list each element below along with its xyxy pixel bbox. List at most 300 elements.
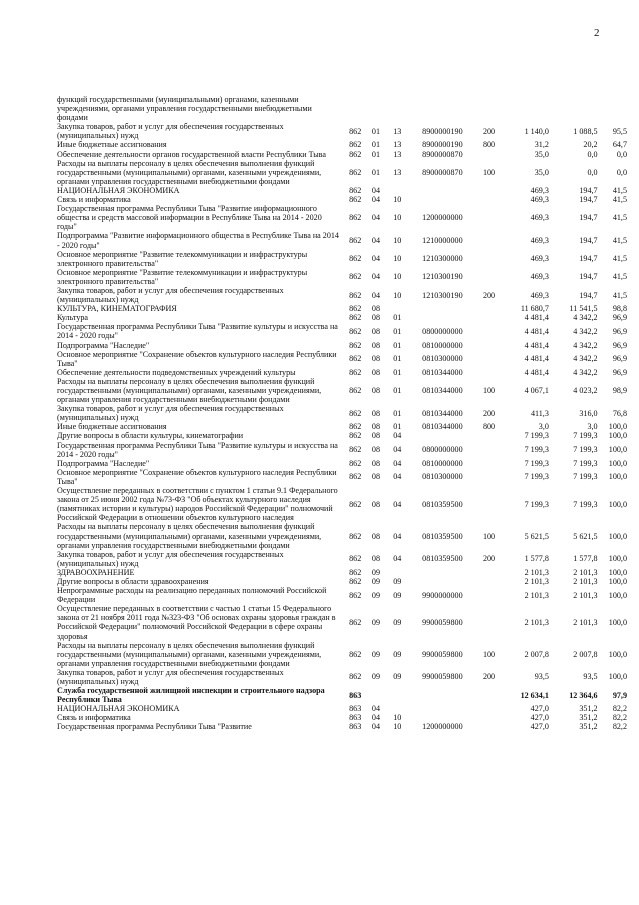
row-executed-cell: 1 088,5 [573, 126, 598, 136]
row-percent-cell: 98,9 [612, 386, 627, 395]
row-subsection-cell: 04 [393, 531, 402, 541]
row-subsection-cell: 04 [393, 431, 402, 441]
row-subsection-cell: 13 [393, 167, 402, 177]
row-percent-cell: 100,0 [608, 617, 627, 627]
table-row [57, 459, 627, 468]
row-org-code-cell: 862 [349, 422, 362, 432]
row-planned-cell: 7 199,3 [524, 472, 549, 482]
row-target-code-cell: 9900059800 [422, 617, 463, 627]
table-row [57, 422, 627, 431]
row-percent-cell: 41,5 [612, 235, 627, 245]
row-section-cell: 08 [371, 499, 380, 509]
table-row [57, 550, 627, 568]
row-org-code-cell: 862 [349, 617, 362, 627]
row-planned-cell: 469,3 [530, 254, 549, 264]
row-name-cell: ЗДРАВООХРАНЕНИЕ [57, 567, 135, 577]
row-percent-cell: 82,2 [612, 704, 627, 714]
row-subsection-cell: 10 [393, 254, 402, 264]
table-row [57, 468, 627, 486]
row-org-code-cell: 862 [349, 213, 362, 223]
table-row [57, 195, 627, 204]
row-section-cell: 08 [371, 340, 380, 350]
row-org-code-cell: 862 [349, 408, 362, 418]
row-name-cell: Расходы на выплаты персоналу в целях обеспечения выполнения функций государственными (муниципальными) органами, казенными учреждениями, органами управления государственными внебюджетными фондами [57, 522, 322, 550]
row-expense-type-cell: 200 [482, 126, 496, 136]
row-planned-cell: 469,3 [530, 235, 549, 245]
row-section-cell: 04 [371, 185, 380, 195]
row-planned-cell: 2 101,3 [524, 617, 549, 627]
row-subsection-cell: 04 [393, 472, 402, 482]
table-row [57, 668, 627, 686]
row-expense-type-cell [477, 304, 501, 313]
row-planned-cell: 7 199,3 [524, 431, 549, 441]
row-percent-cell: 82,2 [612, 713, 627, 723]
row-org-code-cell: 862 [349, 167, 362, 177]
row-executed-cell: 20,2 [583, 140, 598, 150]
row-percent-cell: 41,5 [612, 290, 627, 300]
row-target-code-cell: 8900000190 [422, 140, 463, 150]
row-section-cell: 04 [371, 272, 380, 282]
table-row [57, 586, 627, 604]
table-row [57, 368, 627, 377]
row-subsection-cell [387, 704, 408, 713]
row-expense-type-cell [477, 350, 501, 368]
row-target-code-cell: 0810359500 [422, 499, 463, 509]
row-planned-cell: 2 007,8 [524, 649, 549, 659]
row-executed-cell: 7 199,3 [573, 499, 598, 509]
row-org-code-cell: 862 [349, 185, 362, 195]
table-row [57, 377, 627, 404]
row-name-cell: Другие вопросы в области здравоохранения [57, 576, 209, 586]
row-percent-cell: 95,5 [612, 126, 627, 136]
row-executed-cell: 2 101,3 [573, 576, 598, 586]
table-row [57, 486, 627, 522]
row-section-cell: 01 [371, 140, 380, 150]
row-name-cell: Основное мероприятие "Сохранение объектов культурного наследия Республики Тыва" [57, 349, 337, 368]
row-executed-cell: 0,0 [587, 167, 598, 177]
row-expense-type-cell [477, 568, 501, 577]
row-planned-cell: 469,3 [530, 185, 549, 195]
row-target-code-cell [408, 95, 477, 122]
row-section-cell: 08 [371, 354, 380, 364]
row-section-cell: 08 [371, 554, 380, 564]
row-planned-cell: 2 101,3 [524, 576, 549, 586]
row-percent-cell: 76,8 [612, 408, 627, 418]
row-executed-cell: 0,0 [587, 149, 598, 159]
row-percent-cell: 98,8 [612, 304, 627, 314]
row-target-code-cell: 0810344000 [422, 422, 463, 432]
row-subsection-cell: 10 [393, 713, 402, 723]
row-expense-type-cell [477, 722, 501, 731]
row-subsection-cell: 01 [393, 313, 402, 323]
row-planned-cell: 7 199,3 [524, 445, 549, 455]
row-section-cell: 08 [371, 422, 380, 432]
row-org-code-cell: 862 [349, 649, 362, 659]
row-expense-type-cell [477, 686, 501, 704]
row-section-cell: 09 [371, 672, 380, 682]
row-planned-cell: 4 481,4 [524, 354, 549, 364]
row-percent-cell: 64,7 [612, 140, 627, 150]
row-executed-cell: 351,2 [579, 713, 598, 723]
row-section-cell: 08 [371, 531, 380, 541]
row-section-cell: 08 [371, 431, 380, 441]
row-expense-type-cell [477, 95, 501, 122]
row-executed-cell: 194,7 [579, 290, 598, 300]
row-percent-cell: 100,0 [608, 590, 627, 600]
row-expense-type-cell: 800 [482, 140, 496, 150]
row-percent-cell: 100,0 [608, 458, 627, 468]
table-row [57, 95, 627, 122]
table-row [57, 704, 627, 713]
row-section-cell: 04 [371, 195, 380, 205]
row-org-code-cell: 862 [349, 458, 362, 468]
row-name-cell: Непрограммные расходы на реализацию переданных полномочий Российской Федерации [57, 586, 327, 605]
row-name-cell: Основное мероприятие "Развитие телекоммуникации и инфраструктуры электронного правительства" [57, 267, 308, 286]
table-row [57, 722, 627, 731]
row-expense-type-cell: 200 [482, 672, 496, 682]
table-row [57, 231, 627, 249]
row-planned-cell: 1 577,8 [524, 554, 549, 564]
row-expense-type-cell: 200 [482, 290, 496, 300]
row-name-cell: Расходы на выплаты персоналу в целях обеспечения выполнения функций государственными (муниципальными) органами, казенными учреждениями, органами управления государственными внебюджетными фондами [57, 158, 322, 186]
row-subsection-cell: 01 [393, 408, 402, 418]
row-executed-cell: 3,0 [587, 422, 598, 432]
table-row [57, 313, 627, 322]
row-section-cell: 09 [371, 617, 380, 627]
row-target-code-cell [408, 713, 477, 722]
row-subsection-cell: 10 [393, 290, 402, 300]
row-executed-cell: 4 342,2 [573, 313, 598, 323]
row-org-code-cell: 862 [349, 272, 362, 282]
row-org-code-cell: 862 [349, 499, 362, 509]
row-subsection-cell: 09 [393, 649, 402, 659]
row-executed-cell: 7 199,3 [573, 458, 598, 468]
row-org-code-cell: 863 [349, 722, 362, 732]
table-row [57, 150, 627, 159]
row-planned-cell: 4 481,4 [524, 340, 549, 350]
row-name-cell: Подпрограмма "Наследие" [57, 340, 150, 350]
table-row [57, 304, 627, 313]
row-name-cell: Закупка товаров, работ и услуг для обеспечения государственных (муниципальных) нужд [57, 667, 284, 686]
row-target-code-cell [408, 304, 477, 313]
row-name-cell: Культура [57, 313, 89, 323]
table-row [57, 204, 627, 231]
table-row [57, 641, 627, 668]
row-target-code-cell: 8900000870 [422, 149, 463, 159]
row-org-code-cell: 862 [349, 313, 362, 323]
row-subsection-cell: 10 [393, 235, 402, 245]
row-planned-cell: 427,0 [530, 713, 549, 723]
row-executed-cell: 194,7 [579, 254, 598, 264]
row-org-code-cell: 862 [349, 590, 362, 600]
row-subsection-cell: 13 [393, 126, 402, 136]
row-org-code-cell: 862 [349, 431, 362, 441]
row-subsection-cell [387, 95, 408, 122]
row-executed-cell: 351,2 [579, 704, 598, 714]
row-percent-cell: 96,9 [612, 354, 627, 364]
table-row [57, 522, 627, 549]
row-target-code-cell: 0810000000 [422, 458, 463, 468]
row-expense-type-cell: 200 [482, 554, 496, 564]
row-expense-type-cell [477, 268, 501, 286]
row-percent-cell: 100,0 [608, 567, 627, 577]
row-target-code-cell: 8900000190 [422, 126, 463, 136]
row-name-cell: Расходы на выплаты персоналу в целях обеспечения выполнения функций государственными (муниципальными) органами, казенными учреждениями, органами управления государственными внебюджетными фондами [57, 376, 322, 405]
table-row [57, 604, 627, 640]
row-name-cell: Закупка товаров, работ и услуг для обеспечения государственных (муниципальных) нужд [57, 404, 284, 423]
row-expense-type-cell [477, 250, 501, 268]
row-target-code-cell [408, 704, 477, 713]
row-name-cell: Государственная программа Республики Тыва "Развитие культуры и искусства на 2014 - 2020 годы" [57, 440, 338, 459]
row-percent-cell: 100,0 [608, 649, 627, 659]
row-target-code-cell: 9900059800 [422, 649, 463, 659]
row-section-cell: 04 [371, 722, 380, 732]
row-percent-cell: 96,9 [612, 367, 627, 377]
row-expense-type-cell [477, 341, 501, 350]
row-org-code-cell: 862 [349, 531, 362, 541]
row-executed-cell: 194,7 [579, 185, 598, 195]
row-section-cell: 08 [371, 445, 380, 455]
row-planned-cell: 93,5 [534, 672, 549, 682]
row-target-code-cell: 0810300000 [422, 354, 463, 364]
row-section-cell: 04 [371, 254, 380, 264]
row-expense-type-cell: 100 [482, 386, 496, 395]
row-expense-type-cell [477, 468, 501, 486]
row-expense-type-cell [477, 313, 501, 322]
row-org-code-cell: 863 [349, 704, 362, 714]
row-executed-cell: 12 364,6 [569, 690, 598, 700]
row-executed-cell: 11 541,5 [569, 304, 598, 314]
budget-execution-table [57, 95, 627, 732]
row-org-code-cell: 862 [349, 235, 362, 245]
row-percent-cell: 100,0 [608, 554, 627, 564]
row-executed-cell: 5 621,5 [573, 531, 598, 541]
row-executed-cell: 2 101,3 [573, 567, 598, 577]
row-executed-cell: 194,7 [579, 272, 598, 282]
row-percent-cell: 97,9 [612, 690, 627, 700]
row-subsection-cell: 10 [393, 722, 402, 732]
row-section-cell: 04 [371, 704, 380, 714]
table-row [57, 122, 627, 140]
row-percent-cell: 41,5 [612, 213, 627, 223]
row-subsection-cell: 09 [393, 672, 402, 682]
row-subsection-cell: 04 [393, 445, 402, 455]
row-percent-cell: 96,9 [612, 313, 627, 323]
row-name-cell: Обеспечение деятельности подведомственных учреждений культуры [57, 367, 296, 377]
row-executed-cell: 2 101,3 [573, 590, 598, 600]
row-executed-cell: 351,2 [579, 722, 598, 732]
row-planned-cell: 4 481,4 [524, 326, 549, 336]
row-target-code-cell: 0810000000 [422, 340, 463, 350]
row-percent-cell: 41,5 [612, 185, 627, 195]
row-name-cell: НАЦИОНАЛЬНАЯ ЭКОНОМИКА [57, 704, 180, 714]
row-target-code-cell: 0810359500 [422, 531, 463, 541]
row-target-code-cell [408, 431, 477, 440]
row-target-code-cell: 1200000000 [422, 722, 463, 732]
row-planned-cell: 4 481,4 [524, 313, 549, 323]
row-expense-type-cell [477, 486, 501, 522]
row-name-cell: Связь и информатика [57, 195, 131, 205]
row-planned-cell [501, 95, 552, 122]
row-expense-type-cell [477, 441, 501, 459]
row-org-code-cell: 862 [349, 254, 362, 264]
row-expense-type-cell: 800 [482, 422, 496, 432]
row-subsection-cell [387, 186, 408, 195]
row-executed-cell: 4 342,2 [573, 367, 598, 377]
row-section-cell [365, 95, 386, 122]
row-expense-type-cell [477, 704, 501, 713]
row-subsection-cell: 04 [393, 458, 402, 468]
table-row [57, 341, 627, 350]
table-body [57, 95, 627, 732]
row-percent-cell: 96,9 [612, 326, 627, 336]
row-org-code-cell: 862 [349, 354, 362, 364]
row-subsection-cell: 10 [393, 195, 402, 205]
row-name-cell: Закупка товаров, работ и услуг для обеспечения государственных (муниципальных) нужд [57, 122, 284, 141]
row-target-code-cell [408, 577, 477, 586]
row-target-code-cell: 0810300000 [422, 472, 463, 482]
row-name-cell: Подпрограмма "Развитие информационного общества в Республике Тыва на 2014 - 2020 годы" [57, 231, 339, 250]
table-row [57, 404, 627, 422]
table-row [57, 577, 627, 586]
row-name-cell: Государственная программа Республики Тыва "Развитие культуры и искусства на 2014 - 2020 годы" [57, 322, 338, 341]
table-row [57, 713, 627, 722]
row-org-code-cell: 862 [349, 126, 362, 136]
row-section-cell [365, 686, 386, 704]
table-row [57, 140, 627, 149]
table-row [57, 441, 627, 459]
row-org-code-cell: 862 [349, 567, 362, 577]
row-planned-cell: 3,0 [538, 422, 549, 432]
row-org-code-cell: 862 [349, 672, 362, 682]
row-expense-type-cell: 100 [482, 531, 496, 541]
row-percent-cell: 41,5 [612, 195, 627, 205]
row-planned-cell: 411,3 [530, 408, 549, 418]
row-planned-cell: 2 101,3 [524, 567, 549, 577]
row-executed-cell: 4 342,2 [573, 326, 598, 336]
row-executed-cell: 4 342,2 [573, 340, 598, 350]
table-row [57, 268, 627, 286]
row-executed-cell: 194,7 [579, 213, 598, 223]
row-expense-type-cell [477, 368, 501, 377]
row-org-code-cell: 862 [349, 576, 362, 586]
row-subsection-cell: 09 [393, 590, 402, 600]
row-subsection-cell: 01 [393, 326, 402, 336]
row-subsection-cell: 01 [393, 367, 402, 377]
row-expense-type-cell [477, 577, 501, 586]
row-target-code-cell: 0810344000 [422, 408, 463, 418]
row-target-code-cell: 1210300000 [422, 254, 463, 264]
row-executed-cell: 4 342,2 [573, 354, 598, 364]
table-row [57, 159, 627, 186]
row-planned-cell: 4 067,1 [524, 386, 549, 395]
row-planned-cell: 11 680,7 [520, 304, 549, 314]
row-subsection-cell: 13 [393, 140, 402, 150]
row-name-cell: Подпрограмма "Наследие" [57, 458, 150, 468]
row-subsection-cell: 01 [393, 422, 402, 432]
row-planned-cell: 469,3 [530, 195, 549, 205]
row-subsection-cell: 13 [393, 149, 402, 159]
row-expense-type-cell [477, 459, 501, 468]
row-expense-type-cell [477, 431, 501, 440]
row-section-cell: 08 [371, 313, 380, 323]
row-planned-cell: 469,3 [530, 272, 549, 282]
row-target-code-cell [408, 686, 477, 704]
row-section-cell: 08 [371, 408, 380, 418]
row-expense-type-cell: 200 [482, 408, 496, 418]
row-name-cell: Основное мероприятие "Развитие телекоммуникации и инфраструктуры электронного правительства" [57, 249, 308, 268]
row-planned-cell: 35,0 [534, 149, 549, 159]
row-section-cell: 01 [371, 149, 380, 159]
row-expense-type-cell [477, 186, 501, 195]
row-name-cell: Связь и информатика [57, 713, 131, 723]
row-subsection-cell: 01 [393, 340, 402, 350]
row-name-cell: Осуществление переданных в соответствии с частью 1 статьи 15 Федерального закона от 21 ноября 2011 года №323-ФЗ "Об основах охраны здоровья граждан в Российской Федерации" полномочий Российской Федерации в сфере охраны здоровья [57, 604, 336, 641]
row-subsection-cell: 10 [393, 272, 402, 282]
row-section-cell: 08 [371, 472, 380, 482]
row-percent-cell: 100,0 [608, 445, 627, 455]
table-row [57, 322, 627, 340]
row-section-cell: 04 [371, 235, 380, 245]
row-name-cell: функций государственными (муниципальными) органами, казенными учреждениями, органами управления государственными внебюджетными фондами [57, 95, 312, 123]
row-expense-type-cell [477, 586, 501, 604]
row-target-code-cell: 0810359500 [422, 554, 463, 564]
row-name-cell: КУЛЬТУРА, КИНЕМАТОГРАФИЯ [57, 304, 177, 314]
row-org-code-cell: 862 [349, 386, 362, 395]
row-executed-cell: 316,0 [579, 408, 598, 418]
row-expense-type-cell [477, 150, 501, 159]
table-row [57, 686, 627, 704]
row-planned-cell: 469,3 [530, 290, 549, 300]
row-percent-cell: 0,0 [616, 167, 627, 177]
row-executed-cell: 1 577,8 [573, 554, 598, 564]
row-subsection-cell [387, 568, 408, 577]
row-expense-type-cell: 100 [482, 649, 496, 659]
row-section-cell: 08 [371, 458, 380, 468]
row-expense-type-cell [477, 195, 501, 204]
row-name-cell: Служба государственной жилищной инспекции и строительного надзора Республики Тыва [57, 686, 325, 705]
row-executed-cell: 4 023,2 [573, 386, 598, 395]
row-subsection-cell: 01 [393, 354, 402, 364]
row-target-code-cell [408, 568, 477, 577]
row-name-cell: Иные бюджетные ассигнования [57, 422, 167, 432]
row-name-cell: НАЦИОНАЛЬНАЯ ЭКОНОМИКА [57, 185, 180, 195]
row-subsection-cell: 09 [393, 617, 402, 627]
row-executed-cell: 7 199,3 [573, 445, 598, 455]
row-target-code-cell: 9900059800 [422, 672, 463, 682]
row-name-cell: Государственная программа Республики Тыва "Развитие информационного общества и средств массовой информации в Республике Тыва на 2014 - 2020 годы" [57, 204, 322, 232]
row-expense-type-cell [477, 604, 501, 640]
row-subsection-cell: 01 [393, 386, 402, 395]
table-row [57, 431, 627, 440]
row-planned-cell: 4 481,4 [524, 367, 549, 377]
row-percent-cell: 96,9 [612, 340, 627, 350]
row-subsection-cell: 10 [393, 213, 402, 223]
row-expense-type-cell [477, 322, 501, 340]
row-expense-type-cell [477, 231, 501, 249]
row-executed-cell: 2 101,3 [573, 617, 598, 627]
row-subsection-cell [387, 304, 408, 313]
row-target-code-cell: 0810344000 [422, 386, 463, 395]
row-org-code-cell: 862 [349, 149, 362, 159]
row-percent-cell [602, 95, 627, 122]
row-section-cell: 09 [371, 649, 380, 659]
row-percent-cell: 100,0 [608, 576, 627, 586]
row-executed-cell: 7 199,3 [573, 431, 598, 441]
row-planned-cell: 469,3 [530, 213, 549, 223]
row-subsection-cell: 09 [393, 576, 402, 586]
row-name-cell: Обеспечение деятельности органов государственной власти Республики Тыва [57, 149, 326, 159]
